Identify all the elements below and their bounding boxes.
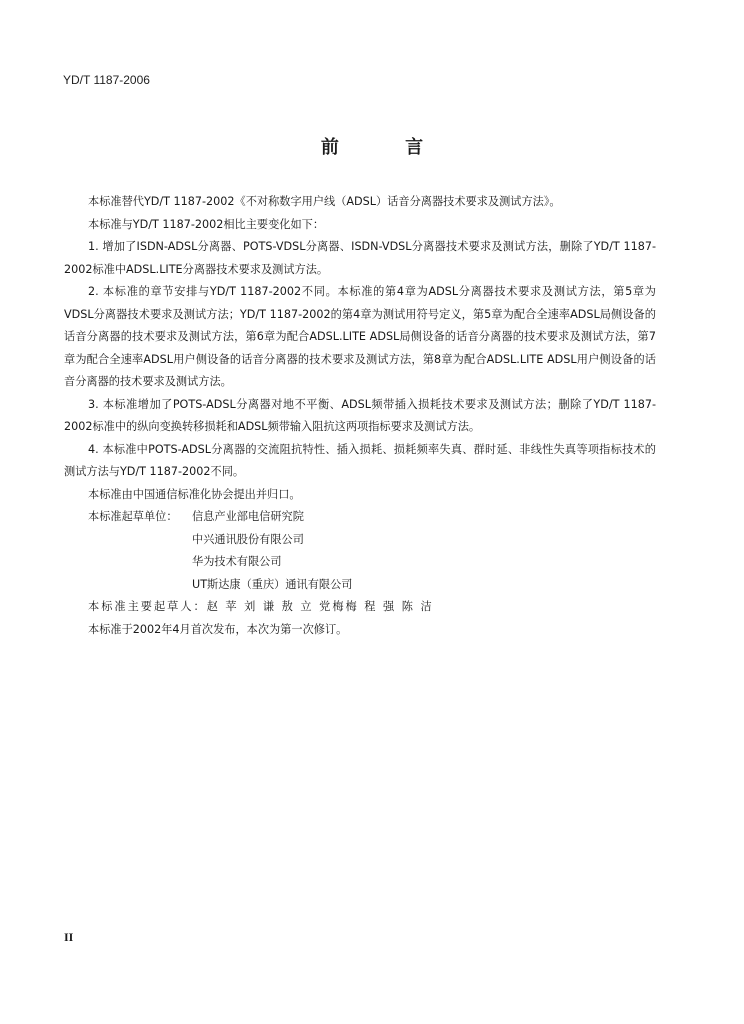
paragraph-change-1: 1. 增加了ISDN-ADSL分离器、POTS-VDSL分离器、ISDN-VDSL分离器技术要求及测试方法，删除了YD/T 1187-2002标准中ADSL.LITE分离器技术要求及测试方法。: [64, 240, 656, 276]
drafter-unit: 中兴通讯股份有限公司: [192, 532, 304, 546]
drafter-unit: 华为技术有限公司: [192, 555, 282, 568]
paragraph-change-2: 2. 本标准的章节安排与YD/T 1187-2002不同。本标准的第4章为ADSL分离器技术要求及测试方法，第5章为VDSL分离器技术要求及测试方法；YD/T 1187-2002的第4章为测试用符号定义，第5章为配合全速率ADSL局侧设备的话音分离器的技术要求及测试方法，第6章为配合ADSL.LITE ADSL局侧设备的话音分离器的技术要求及测试方法，第7章为配合全速率ADSL用户侧设备的话音分离器的技术要求及测试方法，第8章为配合ADSL.LITE ADSL用户侧设备的话音分离器的技术要求及测试方法。: [64, 285, 656, 388]
paragraph-replaces: 本标准替代YD/T 1187-2002《不对称数字用户线（ADSL）话音分离器技术要求及测试方法》。: [88, 195, 561, 208]
document-body: [64, 191, 656, 641]
drafter-row: [64, 551, 656, 574]
paragraph-change-3: 3. 本标准增加了POTS-ADSL分离器对地不平衡、ADSL频带插入损耗技术要求及测试方法；删除了YD/T 1187-2002标准中的纵向变换转移损耗和ADSL频带输入阻抗这两项指标要求及测试方法。: [64, 397, 656, 433]
drafter-label: 本标准起草单位：: [88, 510, 178, 523]
paragraph-change-4: 4. 本标准中POTS-ADSL分离器的交流阻抗特性、插入损耗、损耗频率失真、群时延、非线性失真等项指标技术的测试方法与YD/T 1187-2002不同。: [64, 442, 656, 478]
drafter-row: [64, 574, 656, 597]
paragraph-changes-intro: 本标准与YD/T 1187-2002相比主要变化如下：: [88, 217, 325, 231]
page-number: II: [64, 930, 74, 944]
page-title: 前 言: [320, 137, 454, 158]
drafter-unit: UT斯达康（重庆）通讯有限公司: [192, 577, 353, 591]
drafter-row: [64, 529, 656, 552]
drafter-row: [64, 506, 656, 529]
authors-line: 本标准主要起草人：赵 苹 刘 谦 敖 立 党梅梅 程 强 陈 洁: [88, 600, 434, 613]
drafter-unit: 信息产业部电信研究院: [192, 510, 304, 523]
paragraph-proposer: 本标准由中国通信标准化协会提出并归口。: [88, 487, 301, 501]
document-code: YD/T 1187-2006: [63, 73, 150, 87]
release-line: 本标准于2002年4月首次发布，本次为第一次修订。: [88, 622, 348, 636]
